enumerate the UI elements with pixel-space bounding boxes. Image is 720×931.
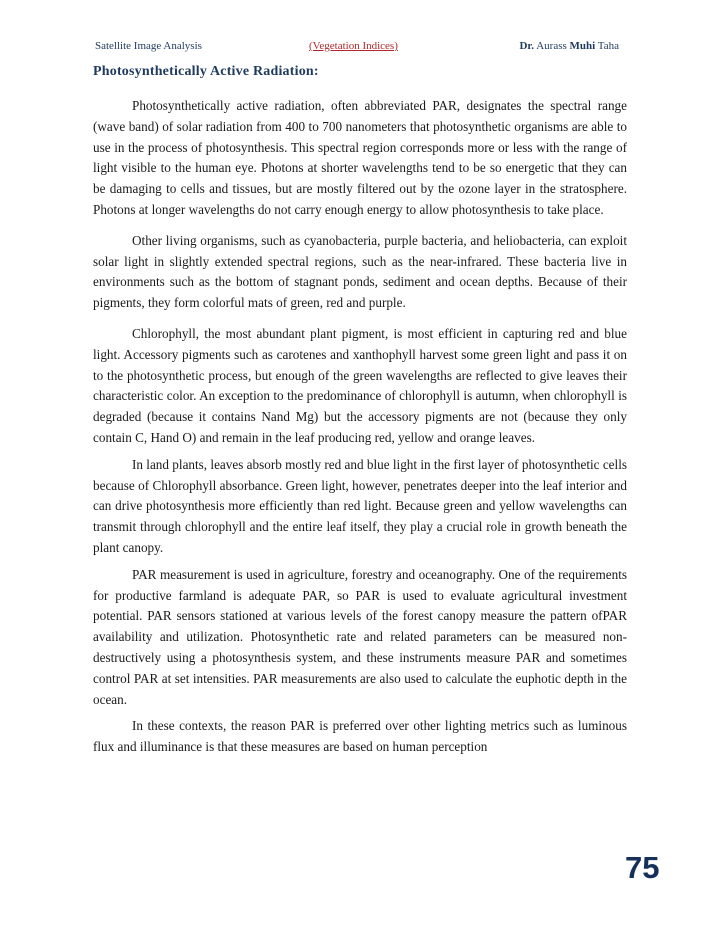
paragraph-chlorophyll: Chlorophyll, the most abundant plant pigment, is most efficient in capturing red and blue light. Accessory pigments such as carotenes and xanthophyll harvest some green light and pass it on to the photosynthetic process, but enough of the green wavelengths are reflected to give leaves their characteristic color. An exception to the predominance of chlorophyll is autumn, when chlorophyll is degraded (because it contains Nand Mg) but the accessory pigments are not (because they only contain C, Hand O) and remain in the leaf producing red, yellow and orange leaves. bbox=[93, 325, 627, 445]
paragraph-land-plants: In land plants, leaves absorb mostly red and blue light in the first layer of photosynthetic cells because of Chlorophyll absorbance. Green light, however, penetrates deeper into the leaf interior and can drive photosynthesis more efficiently than red light. Because green and yellow wavelengths can transmit through chlorophyll and the entire leaf itself, they play a crucial role in growth beneath the plant canopy. bbox=[93, 456, 627, 555]
body-text bbox=[93, 96, 627, 768]
author-first-name: Aurass bbox=[536, 40, 567, 52]
paragraph-bacteria: Other living organisms, such as cyanobacteria, purple bacteria, and heliobacteria, can exploit solar light in slightly extended spectral regions, such as the near-infrared. These bacteria live in environments such as the bottom of stagnant ponds, sediment and ocean depths. Because of their pigments, they form colorful mats of green, red and purple. bbox=[93, 232, 627, 311]
header-course-title: Satellite Image Analysis bbox=[95, 40, 202, 52]
paragraph-contexts: In these contexts, the reason PAR is preferred over other lighting metrics such as luminous flux and illuminance is that these measures are based on human perception bbox=[93, 718, 627, 755]
author-last-name: Taha bbox=[597, 40, 619, 52]
paragraph-par-definition: Photosynthetically active radiation, often abbreviated PAR, designates the spectral range (wave band) of solar radiation from 400 to 700 nanometers that photosynthetic organisms are able to use in the process of photosynthesis. This spectral region corresponds more or less with the range of light visible to the human eye. Photons at shorter wavelengths tend to be so energetic that they can be damaging to cells and tissues, but are mostly filtered out by the ozone layer in the stratosphere. Photons at longer wavelengths do not carry enough energy to allow photosynthesis to take place. bbox=[93, 98, 627, 217]
header-author bbox=[519, 40, 619, 52]
author-middle-name: Muhi bbox=[569, 40, 596, 52]
paragraph-par-measurement: PAR measurement is used in agriculture, forestry and oceanography. One of the requirements for productive farmland is adequate PAR, so PAR is used to evaluate agricultural investment potential. PAR sensors stationed at various levels of the forest canopy measure the pattern ofPAR availability and utilization. Photosynthetic rate and related parameters can be measured non-destructively using a photosynthesis system, and these instruments measure PAR and sometimes control PAR at set intensities. PAR measurements are also used to calculate the euphotic depth in the ocean. bbox=[93, 566, 627, 707]
page-number: 75 bbox=[625, 850, 660, 885]
header-chapter-title: (Vegetation Indices) bbox=[309, 40, 398, 52]
page-header bbox=[95, 40, 625, 54]
section-heading: Photosynthetically Active Radiation: bbox=[93, 64, 319, 79]
author-prefix: Dr. bbox=[519, 40, 535, 52]
